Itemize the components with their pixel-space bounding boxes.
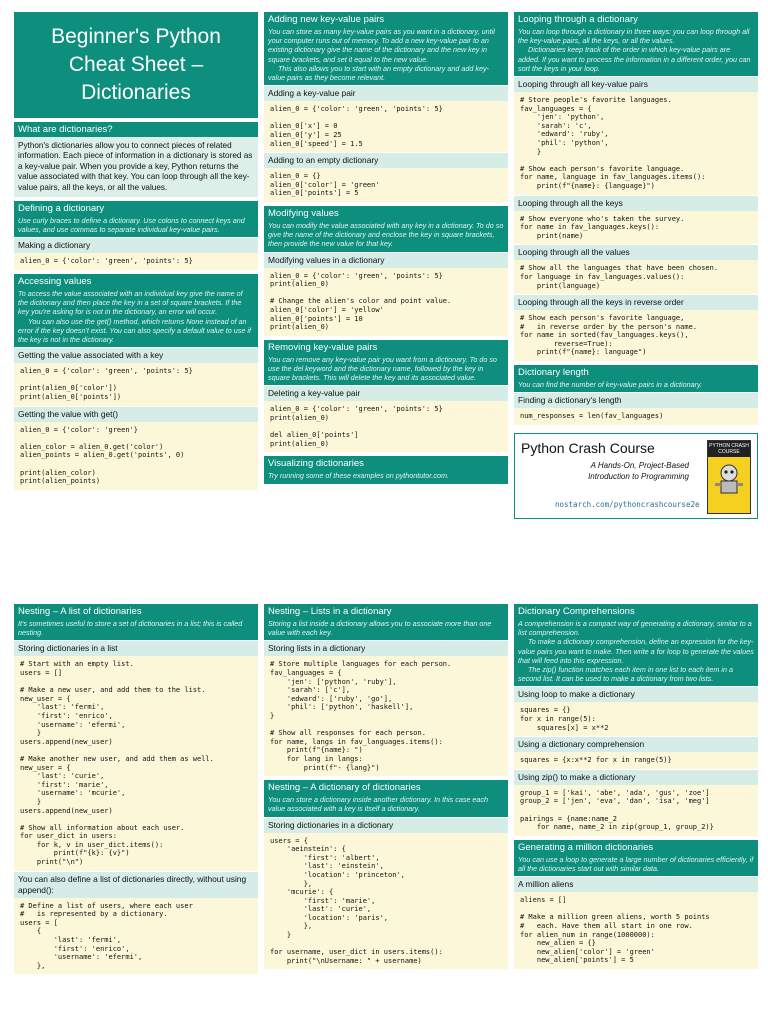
column-1 <box>14 12 258 490</box>
section-header-accessing: Accessing values <box>14 274 258 289</box>
code-adding-pair: alien_0 = {'color': 'green', 'points': 5} alien_0['x'] = 0 alien_0['y'] = 25 alien_0['speed'] = 1.5 <box>264 101 508 152</box>
subheader-making-dictionary: Making a dictionary <box>14 237 258 253</box>
subheader-loop-reverse: Looping through all the keys in reverse order <box>514 294 758 310</box>
subheader-loop-keys: Looping through all the keys <box>514 195 758 211</box>
section-header-defining: Defining a dictionary <box>14 201 258 216</box>
section-header-what-are: What are dictionaries? <box>14 122 258 137</box>
looping-intro: You can loop through a dictionary in three ways: you can loop through all the key-value pairs, all the keys, or all the values. Dictionaries keep track of the order in which key-value pairs are added. If you want to process the information in a different order, you can sort the keys in your loop. <box>514 27 758 76</box>
modifying-intro: You can modify the value associated with any key in a dictionary. To do so give the name of the dictionary and enclose the key in square brackets, then provide the new value for that key. <box>264 221 508 252</box>
nesting-list-intro: It's sometimes useful to store a set of dictionaries in a list; this is called nesting. <box>14 619 258 640</box>
promo-url-link[interactable]: nostarch.com/pythoncrashcourse2e <box>555 499 700 509</box>
adding-intro: You can store as many key-value pairs as you want in a dictionary, until your computer runs out of memory. To add a new key-value pair to an existing dictionary give the name of the dictionary and the new key in square brackets, and set it equal to the new value. This also allows you to start with an empty dictionary and add key-value pairs as they become relevant. <box>264 27 508 85</box>
code-million-aliens: aliens = [] # Make a million green aliens, worth 5 points # each. Have them all start in one row. for alien_num in range(1000000): new_alien = {} new_alien['color'] = 'green' new_alien['points'] = 5 <box>514 892 758 969</box>
code-loop-make-dict: squares = {} for x in range(5): squares[x] = x**2 <box>514 702 758 736</box>
subheader-define-list-directly: You can also define a list of dictionaries directly, without using append(): <box>14 871 258 898</box>
code-get-value-key: alien_0 = {'color': 'green', 'points': 5} print(alien_0['color']) print(alien_0['points']) <box>14 363 258 405</box>
code-making-dictionary: alien_0 = {'color': 'green', 'points': 5} <box>14 253 258 270</box>
subheader-get-value-key: Getting the value associated with a key <box>14 347 258 363</box>
code-loop-reverse: # Show each person's favorite language, # in reverse order by the person's name. for name in sorted(fav_languages.keys(), reverse=True): print(f"{name}: language") <box>514 310 758 361</box>
subheader-dict-comprehension: Using a dictionary comprehension <box>514 736 758 752</box>
code-loop-pairs: # Store people's favorite languages. fav_languages = { 'jen': 'python', 'sarah': 'c', 'edward': 'ruby', 'phil': 'python', } # Show each person's favorite language. for name, language in fav_languages.items(): print(f"{name}: {language}") <box>514 92 758 195</box>
page2-column-1 <box>14 604 258 974</box>
book-cover-image <box>707 440 751 514</box>
subheader-loop-pairs: Looping through all key-value pairs <box>514 76 758 92</box>
subheader-storing-lists: Storing lists in a dictionary <box>264 640 508 656</box>
title-line-1: Beginner's Python <box>51 25 221 48</box>
code-get-method: alien_0 = {'color': 'green'} alien_color = alien_0.get('color') alien_points = alien_0.get('points', 0) print(alien_color) print(alien_points) <box>14 422 258 490</box>
lists-in-dict-intro: Storing a list inside a dictionary allows you to associate more than one value with each key. <box>264 619 508 640</box>
page-title <box>14 12 258 118</box>
code-loop-values: # Show all the languages that have been chosen. for language in fav_languages.values(): print(language) <box>514 260 758 294</box>
section-header-length: Dictionary length <box>514 365 758 380</box>
subheader-zip-dict: Using zip() to make a dictionary <box>514 769 758 785</box>
title-line-2: Cheat Sheet – <box>68 53 204 76</box>
robot-icon <box>711 459 747 499</box>
subheader-finding-length: Finding a dictionary's length <box>514 392 758 408</box>
column-2 <box>264 12 508 484</box>
section-header-adding: Adding new key-value pairs <box>264 12 508 27</box>
section-header-nesting-list: Nesting – A list of dictionaries <box>14 604 258 619</box>
book-cover-title: PYTHON CRASH COURSE <box>709 442 749 455</box>
million-intro: You can use a loop to generate a large number of dictionaries efficiently, if all the dictionaries start out with similar data. <box>514 855 758 876</box>
subheader-adding-empty: Adding to an empty dictionary <box>264 152 508 168</box>
title-line-3: Dictionaries <box>81 81 191 104</box>
comprehensions-intro: A comprehension is a compact way of generating a dictionary, similar to a list comprehension. To make a dictionary comprehension, define an expression for the key-value pairs you want to make. Then write a for loop to generate the values that will feed into this expression. The zip() function matches each item in one list to each item in a second list. It can be used to make a dictionary from two lists. <box>514 619 758 686</box>
length-intro: You can find the number of key-value pairs in a dictionary. <box>514 380 758 392</box>
removing-intro: You can remove any key-value pair you want from a dictionary. To do so use the del keyword and the dictionary name, followed by the key in square brackets. This will delete the key and its associated value. <box>264 355 508 386</box>
subheader-adding-pair: Adding a key-value pair <box>264 85 508 101</box>
page2-column-2 <box>264 604 508 969</box>
code-storing-dicts-dict: users = { 'aeinstein': { 'first': 'albert', 'last': 'einstein', 'location': 'princeton', }, 'mcurie': { 'first': 'marie', 'last': 'curie', 'location': 'paris', }, } for username, user_dict in users.items(): print("\nUsername: " + username) <box>264 833 508 970</box>
section-header-modifying: Modifying values <box>264 206 508 221</box>
visualizing-intro: Try running some of these examples on pythontutor.com. <box>264 471 508 483</box>
subheader-loop-values: Looping through all the values <box>514 244 758 260</box>
column-3 <box>514 12 758 519</box>
section-header-removing: Removing key-value pairs <box>264 340 508 355</box>
section-header-visualizing: Visualizing dictionaries <box>264 456 508 471</box>
code-define-list-directly: # Define a list of users, where each user # is represented by a dictionary. users = [ { 'last': 'fermi', 'first': 'enrico', 'username': 'efermi', }, <box>14 898 258 975</box>
promo-title: Python Crash Course <box>521 439 655 456</box>
code-adding-empty: alien_0 = {} alien_0['color'] = 'green' alien_0['points'] = 5 <box>264 168 508 202</box>
section-header-looping: Looping through a dictionary <box>514 12 758 27</box>
subheader-modifying-values: Modifying values in a dictionary <box>264 252 508 268</box>
subheader-storing-dicts-list: Storing dictionaries in a list <box>14 640 258 656</box>
what-are-body: Python's dictionaries allow you to connect pieces of related information. Each piece of information in a dictionary is stored as a key-value pair. When you provide a key, Python returns the value associated with that key. You can loop through all the key-value pairs, all the keys, or all the values. <box>14 137 258 197</box>
code-loop-keys: # Show everyone who's taken the survey. for name in fav_languages.keys(): print(name) <box>514 211 758 245</box>
code-storing-lists: # Store multiple languages for each person. fav_languages = { 'jen': ['python', 'ruby'], 'sarah': ['c'], 'edward': ['ruby', 'go'], 'phil': ['python', 'haskell'], } # Show all responses for each person. for name, langs in fav_languages.items(): print(f"{name}: ") for lang in langs: print(f"- {lang}") <box>264 656 508 776</box>
subheader-get-method: Getting the value with get() <box>14 406 258 422</box>
code-finding-length: num_responses = len(fav_languages) <box>514 408 758 425</box>
section-header-comprehensions: Dictionary Comprehensions <box>514 604 758 619</box>
accessing-intro: To access the value associated with an individual key give the name of the dictionary and then place the key in a set of square brackets. If the key you're asking for is not in the dictionary, an error will occur. You can also use the get() method, which returns None instead of an error if the key doesn't exist. You can also specify a default value to use if the key is not in the dictionary. <box>14 289 258 347</box>
subheader-loop-make-dict: Using loop to make a dictionary <box>514 686 758 702</box>
dict-of-dicts-intro: You can store a dictionary inside another dictionary. In this case each value associated with a key is itself a dictionary. <box>264 795 508 816</box>
subheader-deleting-pair: Deleting a key-value pair <box>264 385 508 401</box>
promo-subtitle: A Hands-On, Project-Based Introduction to Programming <box>588 460 689 481</box>
section-header-million: Generating a million dictionaries <box>514 840 758 855</box>
code-zip-dict: group_1 = ['kai', 'abe', 'ada', 'gus', 'zoe'] group_2 = ['jen', 'eva', 'dan', 'isa', 'meg'] pairings = {name:name_2 for name, name_2 in zip(group_1, group_2)} <box>514 785 758 836</box>
code-modifying-values: alien_0 = {'color': 'green', 'points': 5} print(alien_0) # Change the alien's color and point value. alien_0['color'] = 'yellow' alien_0['points'] = 10 print(alien_0) <box>264 268 508 336</box>
defining-intro: Use curly braces to define a dictionary. Use colons to connect keys and values, and use commas to separate individual key-value pairs. <box>14 216 258 237</box>
subheader-million-aliens: A million aliens <box>514 876 758 892</box>
section-header-lists-in-dict: Nesting – Lists in a dictionary <box>264 604 508 619</box>
promo-python-crash-course <box>514 433 758 519</box>
code-deleting-pair: alien_0 = {'color': 'green', 'points': 5} print(alien_0) del alien_0['points'] print(alien_0) <box>264 401 508 452</box>
subheader-storing-dicts-dict: Storing dictionaries in a dictionary <box>264 817 508 833</box>
section-header-dict-of-dicts: Nesting – A dictionary of dictionaries <box>264 780 508 795</box>
page2-column-3 <box>514 604 758 969</box>
code-dict-comprehension: squares = {x:x**2 for x in range(5)} <box>514 752 758 769</box>
code-storing-dicts-list: # Start with an empty list. users = [] # Make a new user, and add them to the list. new_user = { 'last': 'fermi', 'first': 'enrico', 'username': 'efermi', } users.append(new_user) # Make another new user, and add them as well. new_user = { 'last': 'curie', 'first': 'marie', 'username': 'mcurie', } users.append(new_user) # Show all information about each user. for user_dict in users: for k, v in user_dict.items(): print(f"{k}: {v}") print("\n") <box>14 656 258 870</box>
